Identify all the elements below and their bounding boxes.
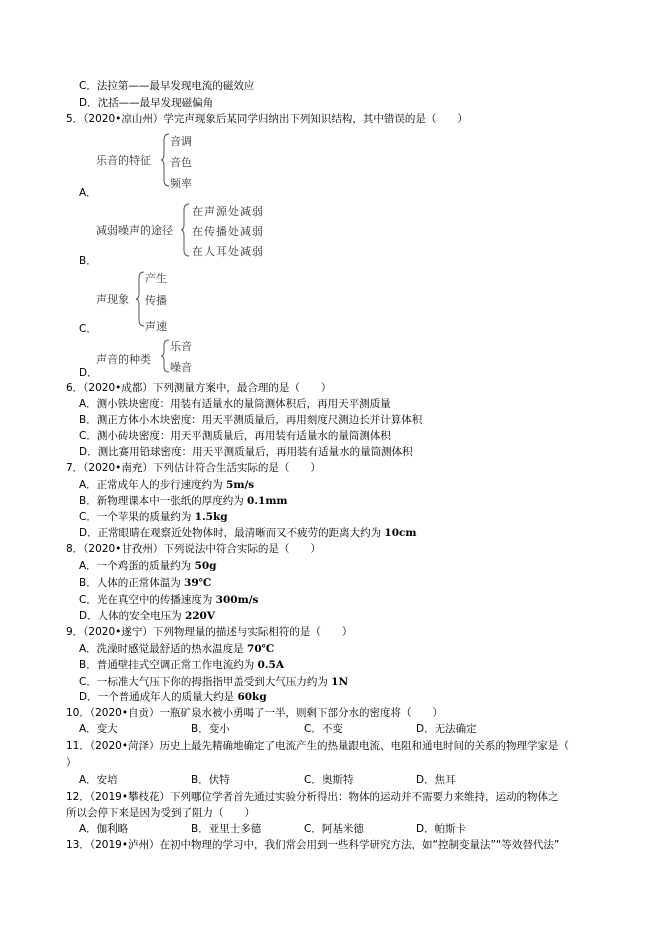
q5b-brace-icon	[180, 202, 190, 258]
q8-option-c: C．光在真空中的传播速度为 300m/s	[79, 594, 259, 606]
q5a-root-label: 乐音的特征	[96, 154, 151, 167]
q5a-item: 音调	[170, 135, 192, 148]
q5d-item: 噪音	[170, 361, 192, 374]
q10-option-a: A．变大	[79, 723, 118, 735]
q5d-root-label: 声音的种类	[96, 353, 151, 366]
q5c-item: 传播	[145, 294, 167, 307]
q5b-item: 在传播处减弱	[192, 225, 264, 238]
q9-option-a: A．洗澡时感觉最舒适的热水温度是 70℃	[79, 643, 275, 655]
q4-option-c: C．法拉第——最早发现电流的磁效应	[79, 80, 255, 92]
q8-option-b: B．人体的正常体温为 39℃	[79, 577, 212, 589]
q4-option-d: D．沈括——最早发现磁偏角	[79, 97, 214, 109]
q11-stem: 11．（2020•菏泽）历史上最先精确地确定了电流产生的热量跟电流、电阻和通电时间的关系的物理学家是（	[66, 740, 570, 752]
q7-option-d: D．正常眼睛在观察近处物体时，最清晰而又不疲劳的距离大约为 10cm	[79, 527, 417, 539]
q9-option-c: C．一标准大气压下你的拇指指甲盖受到大气压力约为 1N	[79, 676, 349, 688]
q5a-brace-icon	[160, 132, 170, 188]
q12-option-d: D．帕斯卡	[416, 823, 467, 835]
q11-stem-end: ）	[66, 757, 77, 769]
q13-stem: 13．（2019•泸州）在初中物理的学习中，我们常会用到一些科学研究方法，如“控制变量法”“等效替代法”	[66, 839, 560, 851]
q12-stem: 12．（2019•攀枝花）下列哪位学者首先通过实验分析得出：物体的运动并不需要力来维持，运动的物体之	[66, 791, 559, 803]
q10-option-d: D．无法确定	[416, 723, 477, 735]
q5d-brace-icon	[160, 338, 170, 374]
q7-option-b: B．新物理课本中一张纸的厚度约为 0.1mm	[79, 495, 288, 507]
q5-stem: 5．（2020•凉山州）学完声现象后某同学归纳出下列知识结构，其中错误的是（ ）	[66, 113, 468, 125]
q9-stem: 9．（2020•遂宁）下列物理量的描述与实际相符的是（ ）	[66, 626, 353, 638]
q9-option-d: D．一个普通成年人的质量大约是 60kg	[79, 691, 267, 703]
q5c-item: 产生	[145, 272, 167, 285]
q5-option-b-letter: B．	[79, 255, 97, 267]
q12-option-c: C．阿基米德	[304, 823, 364, 835]
q11-option-a: A．安培	[79, 774, 118, 786]
q11-option-d: D．焦耳	[416, 774, 456, 786]
q6-option-a: A．测小铁块密度：用装有适量水的量筒测体积后，再用天平测质量	[79, 398, 391, 410]
q5c-item: 声速	[145, 320, 167, 333]
q5b-item: 在声源处减弱	[192, 205, 264, 218]
q5b-item: 在人耳处减弱	[192, 245, 264, 258]
q5-option-a-letter: A．	[79, 187, 97, 199]
q7-option-c: C．一个苹果的质量约为 1.5kg	[79, 511, 228, 523]
q7-option-a: A．正常成年人的步行速度约为 5m/s	[79, 479, 255, 491]
q11-option-c: C．奥斯特	[304, 774, 354, 786]
q10-option-c: C．不变	[304, 723, 343, 735]
q8-option-a: A．一个鸡蛋的质量约为 50g	[79, 560, 217, 572]
q5c-brace-icon	[135, 270, 145, 328]
q5a-item: 音色	[170, 156, 192, 169]
q5a-item: 频率	[170, 177, 192, 190]
q6-stem: 6．（2020•成都）下列测量方案中，最合理的是（ ）	[66, 382, 332, 394]
q7-stem: 7．（2020•南充）下列估计符合生活实际的是（ ）	[66, 462, 321, 474]
q12-option-a: A．伽利略	[79, 823, 129, 835]
q12-stem-line2: 所以会停下来是因为受到了阻力（ ）	[66, 807, 255, 819]
q12-option-b: B．亚里士多德	[191, 823, 262, 835]
q10-stem: 10．（2020•自贡）一瓶矿泉水被小勇喝了一半，则剩下部分水的密度将（ ）	[66, 707, 444, 719]
q5b-root-label: 减弱噪声的途径	[96, 224, 173, 237]
q5-option-d-letter: D．	[79, 367, 98, 379]
q9-option-b: B．普通壁挂式空调正常工作电流约为 0.5A	[79, 659, 284, 671]
q8-option-d: D．人体的安全电压为 220V	[79, 610, 216, 622]
q6-option-d: D．测比赛用铅球密度：用天平测质量后，再用装有适量水的量筒测体积	[79, 446, 413, 458]
q11-option-b: B．伏特	[191, 774, 230, 786]
q8-stem: 8．（2020•甘孜州）下列说法中符合实际的是（ ）	[66, 543, 321, 555]
q5c-root-label: 声现象	[96, 293, 129, 306]
q5-option-c-letter: C．	[79, 323, 97, 335]
q6-option-c: C．测小砖块密度：用天平测质量后，再用装有适量水的量筒测体积	[79, 430, 391, 442]
q5d-item: 乐音	[170, 340, 192, 353]
q6-option-b: B．测正方体小木块密度：用天平测质量后，再用刻度尺测边长并计算体积	[79, 414, 423, 426]
q10-option-b: B．变小	[191, 723, 230, 735]
